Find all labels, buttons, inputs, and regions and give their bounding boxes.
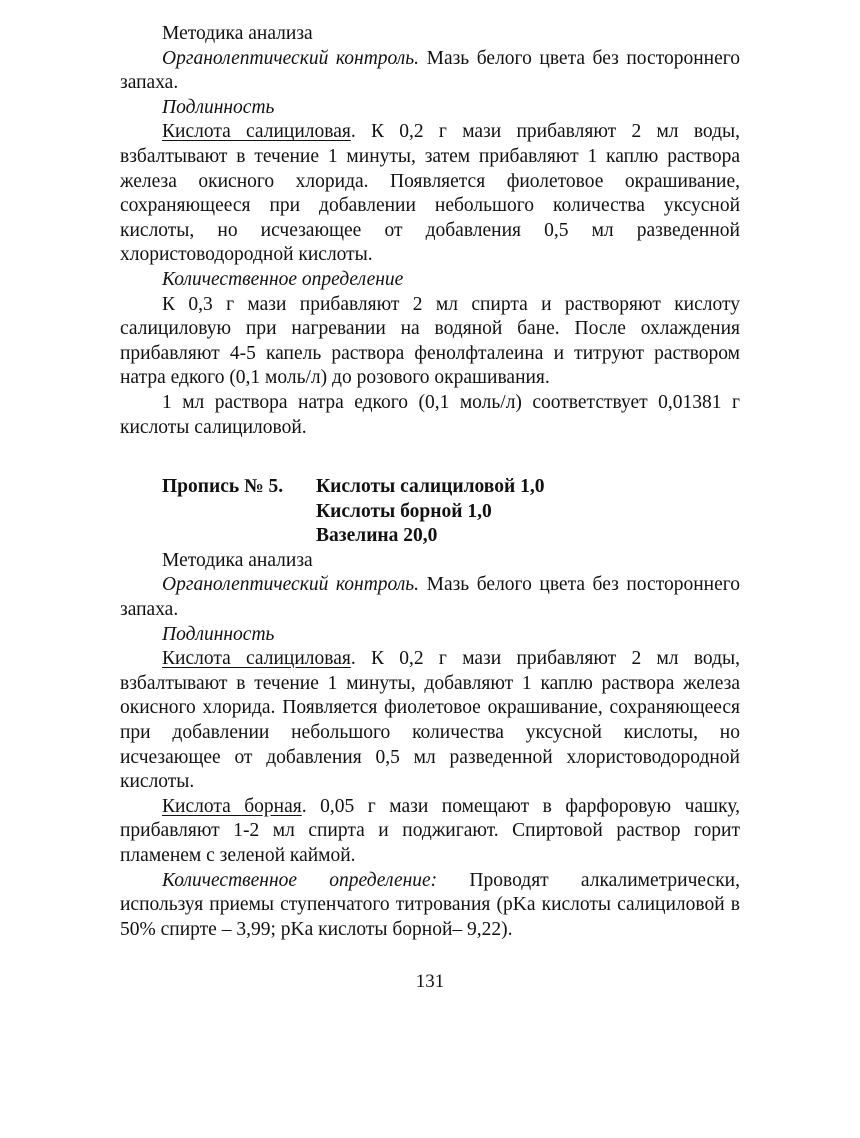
quantitative-text: Проводят алкалиметрически, используя приемы ступенчатого титрования (pKa кислоты салициловой в 50% спирте – 3,99; pKa кислоты борной– 9,22).: [120, 869, 740, 940]
salicylic-label: Кислота салициловая: [162, 648, 351, 670]
organoleptic-paragraph: [120, 47, 740, 96]
salicylic-text: . К 0,2 г мази прибавляют 2 мл воды, взбалтывают в течение 1 минуты, затем прибавляют 1 каплю раствора железа окисного хлорида. Появляется фиолетовое окрашивание, сохраняющееся при добавлении небольшого количества уксусной кислоты, но исчезающее от добавления 0,5 мл разведенной хлористоводородной кислоты.: [120, 121, 740, 266]
salicylic-text: . К 0,2 г мази прибавляют 2 мл воды, взбалтывают в течение 1 минуты, добавляют 1 каплю раствора железа окисного хлорида. Появляется фиолетовое окрашивание, сохраняющееся при добавлении небольшого количества уксусной кислоты, но исчезающее от добавления 0,5 мл разведенной хлористоводородной кислоты.: [120, 648, 740, 793]
boric-paragraph: [120, 795, 740, 869]
prescription-items: [316, 475, 544, 549]
quantitative-paragraph: [120, 869, 740, 943]
quantitative-paragraph: К 0,3 г мази прибавляют 2 мл спирта и растворяют кислоту салициловую при нагревании на водяной бане. После охлаждения прибавляют 4-5 капель раствора фенолфталеина и титруют раствором натра едкого (0,1 моль/л) до розового окрашивания.: [120, 293, 740, 389]
equivalence-paragraph: 1 мл раствора натра едкого (0,1 моль/л) соответствует 0,01381 г кислоты салициловой.: [120, 391, 740, 438]
page-number: 131: [415, 971, 445, 992]
organoleptic-text: Мазь белого цвета без постороннего запаха.: [120, 574, 740, 621]
method-heading: Методика анализа: [162, 549, 313, 571]
quantitative-heading: Количественное определение: [162, 268, 404, 290]
organoleptic-label: Органолептический контроль.: [162, 574, 420, 596]
authenticity-heading: Подлинность: [162, 623, 275, 645]
prescription-label: Пропись № 5.: [162, 476, 284, 498]
salicylic-label: Кислота салициловая: [162, 121, 351, 143]
organoleptic-label: Органолептический контроль.: [162, 47, 420, 69]
prescription-item: Кислоты салициловой 1,0: [316, 476, 545, 498]
authenticity-heading: Подлинность: [162, 96, 275, 118]
organoleptic-paragraph: [120, 573, 740, 622]
page-content: [120, 22, 740, 942]
method-heading: Методика анализа: [162, 23, 313, 44]
salicylic-paragraph: [120, 120, 740, 268]
section-gap: [120, 440, 740, 475]
quantitative-label: Количественное определение:: [162, 869, 438, 891]
organoleptic-text: Мазь белого цвета без постороннего запаха.: [120, 47, 740, 94]
prescription-block: [120, 475, 740, 549]
salicylic-paragraph: [120, 647, 740, 795]
boric-text: . 0,05 г мази помещают в фарфоровую чашку, прибавляют 1-2 мл спирта и поджигают. Спиртовой раствор горит пламенем с зеленой каймой.: [120, 795, 740, 866]
boric-label: Кислота борная: [162, 795, 302, 817]
prescription-item: Вазелина 20,0: [316, 525, 438, 547]
prescription-item: Кислоты борной 1,0: [316, 500, 492, 522]
